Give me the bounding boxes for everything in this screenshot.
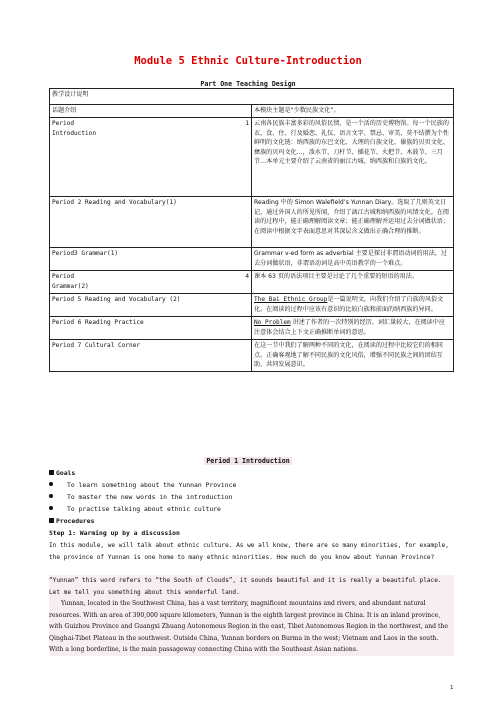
goal-item bbox=[49, 481, 236, 489]
row-content: 在这一节中我们了解两种不同的文化，在阅读的过程中比较它们的相同点。正确客观地了解不同民族的文化风俗，增强不同民族之间的团结互助、共同发展意识。 bbox=[252, 340, 454, 372]
table-row bbox=[50, 317, 454, 340]
goal-item bbox=[49, 493, 232, 501]
table-row bbox=[50, 271, 454, 294]
goal-text: To learn something about the Yunnan Province bbox=[67, 481, 237, 489]
row-content: 课本 63 页的语法项目主要是讨论了几个重要的短语的用法。 bbox=[252, 271, 454, 294]
table-row bbox=[50, 340, 454, 372]
period-number: 4 bbox=[245, 273, 249, 280]
step-heading: Step 1: Warming up by a discussion bbox=[49, 529, 180, 537]
goal-item bbox=[49, 505, 221, 513]
bullet-icon bbox=[49, 506, 53, 510]
square-bullet-icon bbox=[49, 518, 54, 523]
intro-paragraph: In this module, we will talk about ethnic culture. As we all know, there are so many minorities, for example, the province of Yunnan is one home to many ethnic minorities. How much do you know about Yunnan Province? bbox=[49, 542, 449, 561]
row-content bbox=[252, 294, 454, 317]
row-label bbox=[50, 271, 252, 294]
underlined-title: The Bai Ethnic Group bbox=[254, 296, 328, 303]
goal-text: To practise talking about ethnic culture bbox=[67, 505, 221, 513]
period-heading bbox=[0, 457, 496, 465]
table-header-cell: 教学设计说明 bbox=[50, 89, 454, 105]
row-content: Reading 中的 Simon Walefield’s Yunnan Diary。选取了几则英文日记，通过外国人的所见所闻，介绍了漓江古城和纳西族的风情文化。在阅读的过程中，能正确理解阅读文章；能正确理解并运用过去分词做状语；在阅读中根据文字表面意思对其深层含义做出正确合理的推断。 bbox=[252, 197, 454, 248]
square-bullet-icon bbox=[49, 470, 54, 475]
period-word: Period bbox=[52, 273, 75, 280]
table-row bbox=[50, 118, 454, 197]
table-row bbox=[50, 105, 454, 118]
row-content bbox=[252, 317, 454, 340]
geography-paragraph: Yunnan, located in the Southwest China, has a vast territory, magnificent mountains and rivers, and abundant natural resources. With an area of 390,000 square kilometers, Yunnan is the eighth largest province in China. It is an inland province, with Guizhou Province and Guangxi Zhuang Autonomous Region in the east, Tibet Autonomous Region in the northwest, and the Qinghai-Tibet Plateau in the southwest. Outside China, Yunnan borders on Burma in the west; Vietnam and Laos in the south. With a long borderline, is the main passageway connecting China with the Southeast Asian nations. bbox=[49, 598, 454, 656]
row-content: 云南各民族丰富多彩的风俗民情，是一个活的历史博物馆。每一个民族的衣、食、住、行及婚恋、礼仪、语言文字、禁忌、审美，莫不结撰为个性鲜明的文化链：纳西族的东巴文化、大理的白族文化、傣族的贝页文化、彝族的贝玛文化…，泼水节、刀杆节、插花节、火把节、木鼓节、三月节…本单元主要介绍了云南省的丽江古城、纳西族和白族的文化。 bbox=[252, 118, 454, 197]
row-text: 是一篇说明文，向我们介绍了白族的风俗文化。在阅读的过程中应该有意识的比较白族和前面的纳西族的异同。 bbox=[254, 296, 444, 313]
row-content: 本模块主题是“少数民族文化”。 bbox=[252, 105, 454, 118]
row-label: 话题介绍 bbox=[50, 105, 252, 118]
procedures-heading bbox=[49, 517, 454, 525]
row-content: Grammar v-ed form as adverbial 主要是探讨非谓语动词的用法，过去分词做状语，非谓语动词是高中英语教学的一个难点。 bbox=[252, 248, 454, 271]
period-name: Introduction bbox=[52, 129, 97, 137]
goals-heading-text: Goals bbox=[56, 469, 76, 477]
row-text: 讲述了作者的一次特别的经历，词汇量较大，在阅读中应注意体会结合上下文正确推断单词的意思。 bbox=[254, 319, 445, 336]
table-row bbox=[50, 248, 454, 271]
period-name: Grammar(2) bbox=[52, 282, 89, 290]
table-row bbox=[50, 197, 454, 248]
row-label: Period 5 Reading and Vocabulary (2) bbox=[50, 294, 252, 317]
section-subtitle: Part One Teaching Design bbox=[200, 80, 296, 88]
table-row bbox=[50, 294, 454, 317]
bullet-icon bbox=[49, 482, 53, 486]
row-label: Period 6 Reading Practice bbox=[50, 317, 252, 340]
bullet-icon bbox=[49, 494, 53, 498]
goal-text: To master the new words in the introduction bbox=[67, 493, 233, 501]
goals-heading bbox=[49, 469, 454, 477]
row-label: Period3 Grammar(1) bbox=[50, 248, 252, 271]
underlined-title: No Problem bbox=[254, 319, 291, 326]
table-header-row bbox=[50, 89, 454, 105]
period-word: Period bbox=[52, 120, 75, 127]
teaching-design-table bbox=[49, 88, 454, 372]
row-label: Period 7 Cultural Corner bbox=[50, 340, 252, 372]
row-label bbox=[50, 118, 252, 197]
page-number: 1 bbox=[450, 685, 454, 691]
period-heading-text: Period 1 Introduction bbox=[206, 457, 290, 465]
yunnan-paragraph: “Yunnan” this word refers to “the South of Clouds”, it sounds beautiful and it is really a beautiful place. Let me tell you something about this wonderful land. bbox=[49, 575, 454, 598]
row-label: Period 2 Reading and Vocabulary(1) bbox=[50, 197, 252, 248]
document-title: Module 5 Ethnic Culture-Introduction bbox=[134, 55, 362, 67]
period-number: 1 bbox=[245, 120, 249, 127]
procedures-heading-text: Procedures bbox=[56, 517, 95, 525]
